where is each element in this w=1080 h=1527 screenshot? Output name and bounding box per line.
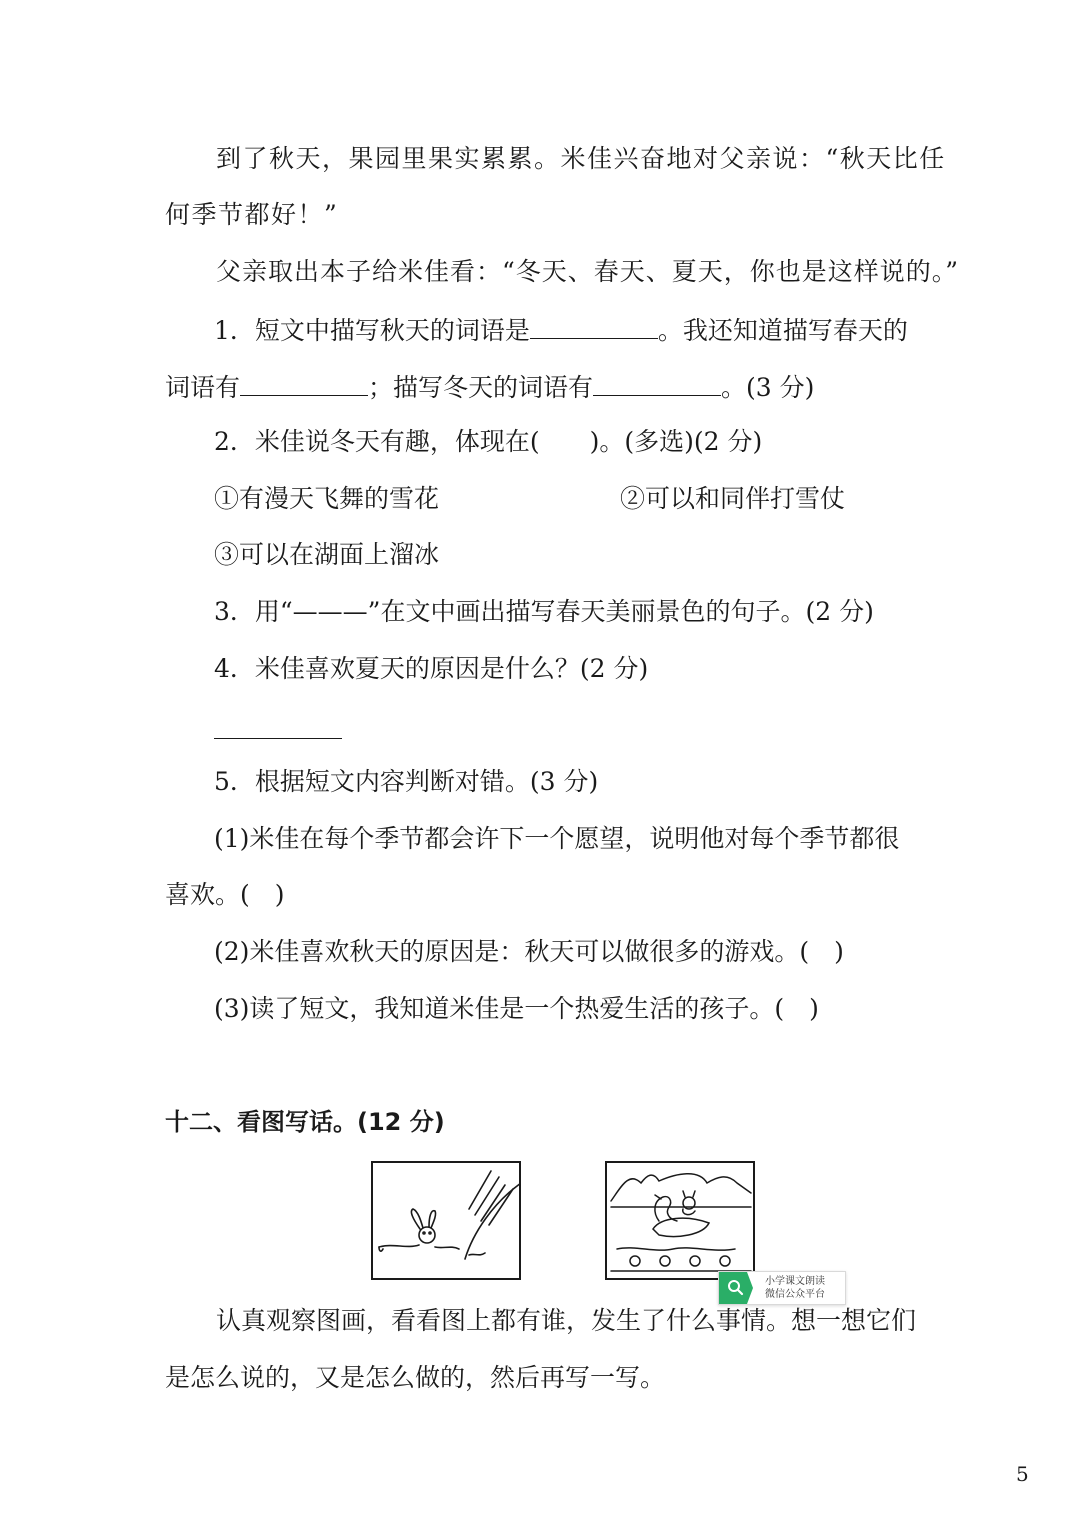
watermark-line2: 微信公众平台 bbox=[765, 1289, 825, 1300]
answer-blank[interactable] bbox=[530, 312, 658, 339]
watermark-line1: 小学课文朗读 bbox=[765, 1276, 825, 1287]
option-2: ②可以和同伴打雪仗 bbox=[620, 484, 846, 513]
question-text: 。我还知道描写春天的 bbox=[657, 316, 908, 345]
instruction-line: 认真观察图画，看看图上都有谁，发生了什么事情。想一想它们 bbox=[216, 1306, 917, 1335]
swan-boat-drawing bbox=[607, 1163, 753, 1278]
passage-line: 父亲取出本子给米佳看：“冬天、春天、夏天，你也是这样说的。” bbox=[216, 257, 960, 286]
passage-line: 到了秋天，果园里果实累累。米佳兴奋地对父亲说：“秋天比任 bbox=[216, 144, 946, 173]
statement-1-cont: 喜欢。( ) bbox=[165, 880, 285, 909]
search-icon bbox=[719, 1272, 753, 1304]
answer-line[interactable] bbox=[214, 738, 342, 739]
rabbit-drawing bbox=[373, 1163, 519, 1278]
question-text: 词语有 bbox=[165, 373, 241, 402]
question-text: 1．短文中描写秋天的词语是 bbox=[214, 316, 530, 345]
picture-swan-boat bbox=[605, 1161, 755, 1280]
passage-line: 何季节都好！” bbox=[165, 200, 339, 229]
question-text: ；描写冬天的词语有 bbox=[368, 373, 594, 402]
instruction-line: 是怎么说的，又是怎么做的，然后再写一写。 bbox=[165, 1363, 666, 1392]
page-number: 5 bbox=[1016, 1462, 1029, 1486]
question-1 bbox=[214, 312, 908, 348]
answer-blank[interactable] bbox=[593, 369, 721, 396]
option-1: ①有漫天飞舞的雪花 bbox=[214, 484, 440, 513]
watermark-text bbox=[765, 1275, 825, 1301]
question-4: 4．米佳喜欢夏天的原因是什么？(2 分) bbox=[214, 654, 649, 683]
question-2: 2．米佳说冬天有趣，体现在( )。(多选)(2 分) bbox=[214, 427, 763, 456]
watermark-badge bbox=[718, 1271, 846, 1305]
statement-3: (3)读了短文，我知道米佳是一个热爱生活的孩子。( ) bbox=[214, 994, 819, 1023]
section-heading: 十二、看图写话。(12 分) bbox=[165, 1108, 445, 1136]
question-3: 3．用“———”在文中画出描写春天美丽景色的句子。(2 分) bbox=[214, 597, 874, 626]
question-5: 5．根据短文内容判断对错。(3 分) bbox=[214, 767, 599, 796]
question-text: 。(3 分) bbox=[721, 373, 815, 402]
statement-1: (1)米佳在每个季节都会许下一个愿望，说明他对每个季节都很 bbox=[214, 824, 900, 853]
option-3: ③可以在湖面上溜冰 bbox=[214, 540, 440, 569]
picture-rabbit-in-water bbox=[371, 1161, 521, 1280]
answer-blank[interactable] bbox=[240, 369, 368, 396]
statement-2: (2)米佳喜欢秋天的原因是：秋天可以做很多的游戏。( ) bbox=[214, 937, 844, 966]
question-1-cont bbox=[165, 369, 814, 405]
